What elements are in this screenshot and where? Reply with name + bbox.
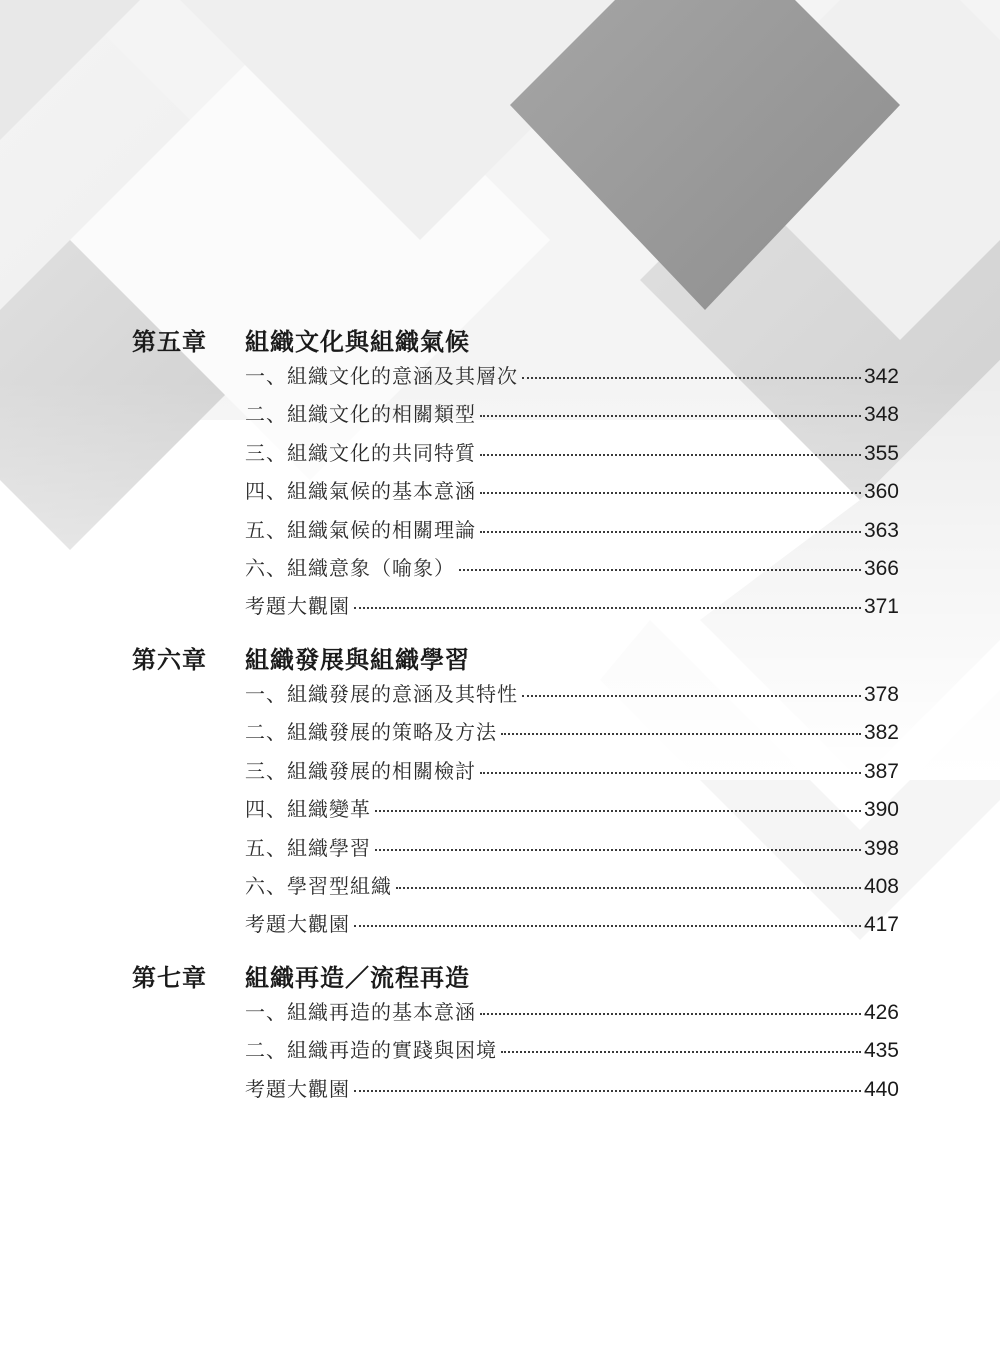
section-title: 二、組織文化的相關類型 (245, 402, 476, 427)
section-entry[interactable] (245, 755, 899, 793)
dot-leader (375, 810, 861, 812)
chapter-number: 第七章 (132, 964, 207, 992)
dot-leader (375, 849, 861, 851)
section-title: 二、組織發展的策略及方法 (245, 720, 497, 745)
section-title: 一、組織發展的意涵及其特性 (245, 682, 518, 706)
chapter-title: 組織再造／流程再造 (245, 964, 470, 992)
page-number: 342 (863, 365, 899, 388)
page-number: 371 (863, 595, 899, 619)
chapter-heading[interactable] (132, 322, 902, 360)
chapter-block (132, 322, 902, 629)
page-number: 417 (863, 913, 899, 937)
section-title: 六、組織意象（喻象） (245, 555, 455, 580)
page-number: 398 (863, 836, 899, 860)
page-number: 360 (863, 480, 899, 504)
section-list (245, 678, 899, 947)
dot-leader (480, 454, 861, 456)
section-entry[interactable] (245, 908, 899, 946)
section-title: 考題大觀園 (245, 1076, 350, 1101)
section-entry[interactable] (245, 514, 899, 552)
dot-leader (354, 1090, 861, 1092)
section-title: 六、學習型組織 (245, 873, 392, 898)
section-title: 四、組織氣候的基本意涵 (245, 479, 476, 504)
section-entry[interactable] (245, 398, 899, 436)
section-entry[interactable] (245, 475, 899, 513)
chapter-number: 第六章 (132, 646, 207, 674)
chapter-block (132, 640, 902, 947)
dot-leader (501, 1051, 861, 1053)
section-entry[interactable] (245, 360, 899, 398)
section-entry[interactable] (245, 678, 899, 716)
page-number: 363 (863, 518, 899, 542)
chapter-title: 組織文化與組織氣候 (245, 328, 470, 356)
page-number: 440 (863, 1077, 899, 1101)
dot-leader (480, 531, 861, 533)
chapter-heading[interactable] (132, 640, 902, 678)
dot-leader (522, 695, 861, 697)
dot-leader (501, 733, 861, 735)
section-entry[interactable] (245, 1034, 899, 1072)
page-number: 382 (863, 721, 899, 745)
dot-leader (459, 569, 861, 571)
page-number: 387 (863, 759, 899, 783)
section-title: 一、組織再造的基本意涵 (245, 1000, 476, 1024)
section-list (245, 360, 899, 629)
section-title: 四、組織變革 (245, 797, 371, 822)
section-title: 五、組織學習 (245, 835, 371, 860)
section-list (245, 996, 899, 1111)
section-title: 二、組織再造的實踐與困境 (245, 1038, 497, 1063)
section-title: 考題大觀園 (245, 912, 350, 937)
chapter-number: 第五章 (132, 328, 207, 356)
section-entry[interactable] (245, 437, 899, 475)
chapter-block (132, 958, 902, 1111)
page-number: 378 (863, 683, 899, 706)
section-entry[interactable] (245, 996, 899, 1034)
dot-leader (396, 887, 861, 889)
dot-leader (480, 772, 861, 774)
dot-leader (354, 607, 861, 609)
chapter-title: 組織發展與組織學習 (245, 646, 470, 674)
page-number: 426 (863, 1001, 899, 1024)
dot-leader (480, 492, 861, 494)
page-number: 355 (863, 441, 899, 465)
dot-leader (480, 415, 861, 417)
section-entry[interactable] (245, 1073, 899, 1111)
section-title: 五、組織氣候的相關理論 (245, 517, 476, 542)
page-number: 408 (863, 874, 899, 898)
section-title: 一、組織文化的意涵及其層次 (245, 364, 518, 388)
section-entry[interactable] (245, 552, 899, 590)
section-entry[interactable] (245, 793, 899, 831)
page-number: 435 (863, 1039, 899, 1063)
section-title: 三、組織發展的相關檢討 (245, 758, 476, 783)
section-entry[interactable] (245, 716, 899, 754)
section-entry[interactable] (245, 870, 899, 908)
chapter-heading[interactable] (132, 958, 902, 996)
section-entry[interactable] (245, 832, 899, 870)
dot-leader (354, 925, 861, 927)
page-number: 348 (863, 403, 899, 427)
dot-leader (522, 377, 861, 379)
section-title: 考題大觀園 (245, 594, 350, 619)
page-number: 390 (863, 798, 899, 822)
page-number: 366 (863, 556, 899, 580)
section-entry[interactable] (245, 590, 899, 628)
section-title: 三、組織文化的共同特質 (245, 440, 476, 465)
dot-leader (480, 1013, 861, 1015)
